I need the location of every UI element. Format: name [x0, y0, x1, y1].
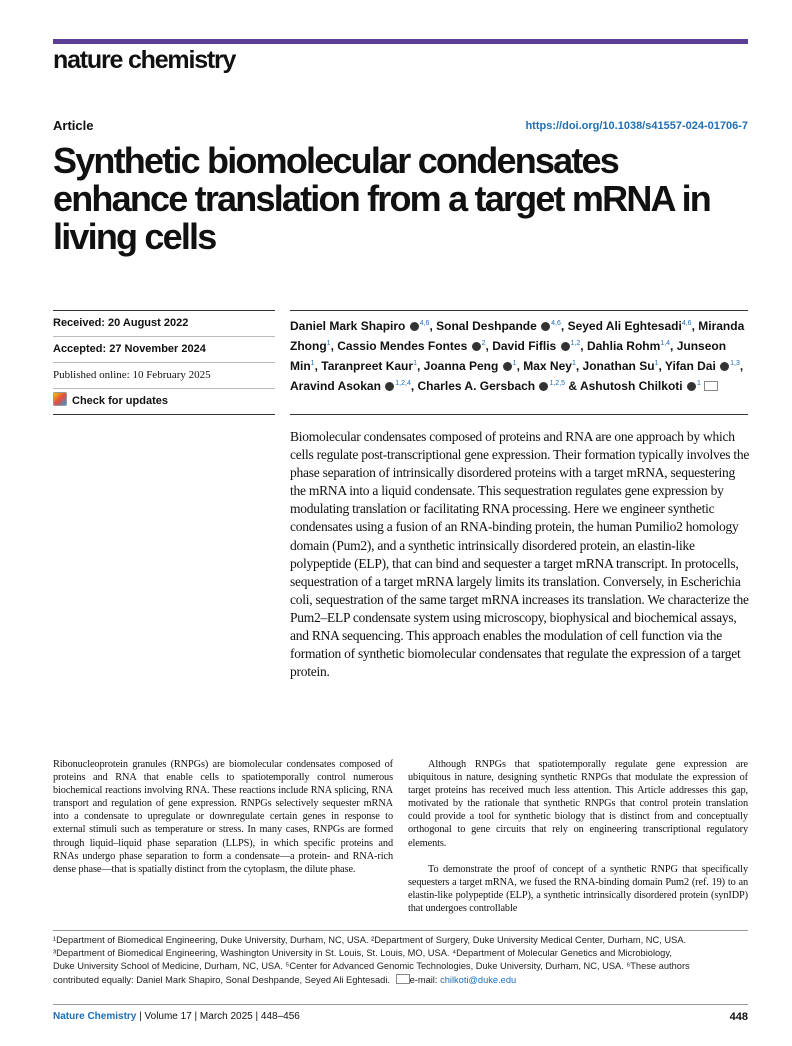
author-name[interactable]: Joanna Peng	[423, 359, 499, 373]
check-updates-icon	[53, 392, 67, 406]
author-name[interactable]: Miranda Zhong	[290, 319, 745, 353]
orcid-icon[interactable]	[720, 362, 729, 371]
page-number: 448	[729, 1011, 748, 1023]
check-updates-link[interactable]	[53, 389, 275, 415]
author-list-divider	[290, 414, 748, 415]
body-left-column: Ribonucleoprotein granules (RNPGs) are biomolecular condensates composed of proteins and RNA that enable cells to spatiotemporally control numerous biochemical reactions involving RNA. These reactions include RNA splicing, RNA transport and regulation of gene expression. RNPGs selectively sequester mRNA into a condensate to upregulate or downregulate certain genes in response to external stimuli such as temperature or stress. In many cases, RNPGs are formed through liquid–liquid phase separation (LLPS), in which specific proteins and RNAs undergo phase separation to form a condensate—a protein- and RNA-rich dense phase—that is spatially distinct from the cytoplasm, the dilute phase.	[53, 759, 393, 875]
footnote-line: ¹Department of Biomedical Engineering, Duke University, Durham, NC, USA. ²Department of Surgery, Duke University Medical Center, Durham, NC, USA.	[53, 935, 687, 945]
affiliation-superscript[interactable]: 1	[326, 340, 331, 347]
author-name[interactable]: Taranpreet Kaur	[321, 359, 414, 373]
author-name[interactable]: Ashutosh Chilkoti	[579, 379, 683, 393]
orcid-icon[interactable]	[541, 322, 550, 331]
affiliation-superscript[interactable]: 1	[654, 360, 659, 367]
footnote-divider	[53, 930, 748, 931]
footer-journal-link[interactable]: Nature Chemistry	[53, 1011, 137, 1022]
author-name[interactable]: Aravind Asokan	[290, 379, 381, 393]
corresponding-email-link[interactable]: chilkoti@duke.edu	[440, 974, 517, 985]
author-name[interactable]: Seyed Ali Eghtesadi	[567, 319, 682, 333]
affiliation-superscript[interactable]: 1	[696, 380, 701, 387]
orcid-icon[interactable]	[472, 342, 481, 351]
footnote-line: Duke University School of Medicine, Durham, NC, USA. ⁵Center for Advanced Genomic Technologies, Duke University, Durham, NC, USA. ⁶These authors	[53, 961, 690, 972]
header-accent-bar	[53, 39, 748, 44]
author-name[interactable]: Jonathan Su	[582, 359, 655, 373]
orcid-icon[interactable]	[385, 382, 394, 391]
author-list: Daniel Mark Shapiro $^{4,6}$, Sonal Deshpande $^{4,6}$, Seyed Ali Eghtesadi$^{4,6}$, Miranda Zhong$^1$, Cassio Mendes Fontes $^2$, David Fiflis $^{1,2}$, Dahlia Rohm$^{1,4}$, Junseon Min$^1$, Taranpreet Kaur$^1$, Joanna Peng $^1$, Max Ney$^1$, Jonathan Su$^1$, Yifan Dai $^{1,3}$, Aravind Asokan $^{1,2,4}$, Charles A. Gersbach $^{1,2,5}$ & Ashutosh Chilkoti $^1$	[290, 319, 745, 393]
orcid-icon[interactable]	[539, 382, 548, 391]
footer-citation	[53, 1011, 300, 1022]
orcid-icon[interactable]	[503, 362, 512, 371]
affiliation-superscript[interactable]: 4,6	[681, 320, 692, 327]
check-updates-label: Check for updates	[72, 395, 168, 407]
affiliation-superscript[interactable]: 1	[413, 360, 417, 367]
affiliation-superscript[interactable]: 2	[481, 340, 486, 347]
footnote-line: ³Department of Biomedical Engineering, Washington University in St. Louis, St. Louis, MO, USA. ⁴Department of Molecular Genetics and Microbiology,	[53, 948, 672, 959]
footer-divider	[53, 1004, 748, 1005]
affiliation-footnotes	[53, 934, 753, 987]
author-name[interactable]: Daniel Mark Shapiro	[290, 319, 406, 333]
author-name[interactable]: Dahlia Rohm	[586, 339, 661, 353]
author-name[interactable]: Junseon Min	[290, 339, 727, 373]
affiliation-superscript[interactable]: 4,6	[551, 320, 561, 327]
doi-link[interactable]: https://doi.org/10.1038/s41557-024-01706-7	[525, 120, 748, 132]
footer-volume: | Volume 17 | March 2025 | 448–456	[139, 1011, 300, 1022]
affiliation-superscript[interactable]: 1	[512, 360, 517, 367]
affiliation-superscript[interactable]: 1	[310, 360, 315, 367]
footnote-line: contributed equally: Daniel Mark Shapiro, Sonal Deshpande, Seyed Ali Eghtesadi. e-mail: chilkoti@duke.edu	[53, 974, 517, 985]
affiliation-superscript[interactable]: 1,2,4	[395, 380, 411, 387]
author-name[interactable]: Charles A. Gersbach	[417, 379, 536, 393]
author-name[interactable]: Sonal Deshpande	[436, 319, 537, 333]
email-icon	[396, 974, 410, 984]
accepted-date: Accepted: 27 November 2024	[53, 337, 275, 363]
author-name[interactable]: Max Ney	[523, 359, 572, 373]
affiliation-superscript[interactable]: 1,2	[570, 340, 581, 347]
article-type: Article	[53, 118, 94, 133]
journal-logo: nature chemistry	[53, 46, 236, 74]
affiliation-superscript[interactable]: 1,4	[660, 340, 671, 347]
author-name[interactable]: Yifan Dai	[664, 359, 716, 373]
affiliation-superscript[interactable]: 1	[571, 360, 576, 367]
received-date: Received: 20 August 2022	[53, 311, 275, 337]
orcid-icon[interactable]	[687, 382, 696, 391]
author-list-box	[290, 310, 748, 395]
affiliation-superscript[interactable]: 1,2,5	[549, 380, 566, 387]
abstract: Biomolecular condensates composed of proteins and RNA are one approach by which cells regulate post-transcriptional gene expression. Their formation typically involves the phase separation of intrinsically disordered proteins with a target mRNA, sequestering the mRNA into a liquid condensate. This sequestration regulates gene expression by modulating translation or facilitating RNA processing. Here we engineer synthetic condensates using a fusion of an RNA-binding protein, the human Pumilio2 homology domain (Pum2), and a synthetic intrinsically disordered protein, an elastin-like polypeptide (ELP), that can bind and sequester a target mRNA transcript. In protocells, sequestration of a target mRNA largely limits its translation. Conversely, in Escherichia coli, sequestration of the same target mRNA increases its translation. We characterize the Pum2–ELP condensate system using microscopy, biophysical and biochemical assays, and RNA sequencing. This approach enables the modulation of cell function via the formation of synthetic biomolecular condensates that regulate the expression of a target protein.	[290, 429, 750, 680]
affiliation-superscript[interactable]: 4,6	[419, 320, 430, 327]
article-title: Synthetic biomolecular condensates enhance translation from a target mRNA in living cells	[53, 140, 710, 257]
published-date: Published online: 10 February 2025	[53, 363, 275, 389]
publication-dates	[53, 310, 275, 415]
orcid-icon[interactable]	[410, 322, 419, 331]
author-name[interactable]: Cassio Mendes Fontes	[337, 339, 468, 353]
orcid-icon[interactable]	[561, 342, 570, 351]
body-right-column-paragraph-2: To demonstrate the proof of concept of a synthetic RNPG that specifically sequesters a target mRNA, we fused the RNA-binding domain Pum2 (ref. 19) to an elastin-like polypeptide (ELP), a synthetic intrinsically disordered protein (synIDP) that undergoes controllable	[408, 864, 748, 915]
author-name[interactable]: David Fiflis	[492, 339, 557, 353]
body-right-column-paragraph-1: Although RNPGs that spatiotemporally regulate gene expression are ubiquitous in nature, designing synthetic RNPGs that modulate the expression of target proteins has received much less attention. This Article addresses this gap, motivated by the rationale that synthetic RNPGs that control protein translation could provide a tool for synthetic biology that is distinct from and conceptually orthogonal to gene circuits that rely on engineering transcriptional regulatory elements.	[408, 759, 748, 849]
email-icon[interactable]	[704, 381, 718, 391]
affiliation-superscript[interactable]: 1,3	[730, 360, 740, 367]
